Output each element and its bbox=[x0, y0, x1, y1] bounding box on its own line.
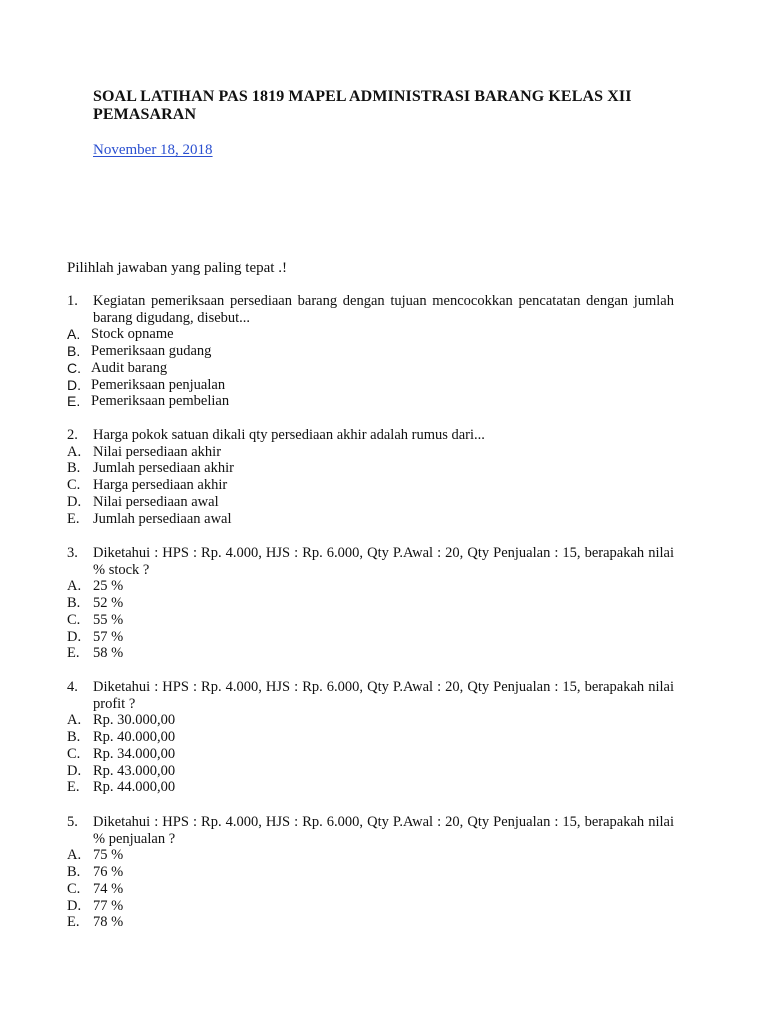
option-e bbox=[67, 393, 674, 410]
option-letter: C. bbox=[67, 359, 81, 376]
option-text: Stock opname bbox=[91, 326, 174, 343]
option-letter: A. bbox=[67, 443, 82, 460]
option-letter: B. bbox=[67, 729, 81, 746]
option-letter: E. bbox=[67, 645, 80, 662]
option-letter: C. bbox=[67, 611, 81, 628]
option-text: Pemeriksaan penjualan bbox=[91, 376, 226, 393]
option-text: Pemeriksaan pembelian bbox=[91, 393, 230, 410]
option-a bbox=[67, 578, 674, 595]
option-letter: E. bbox=[67, 914, 80, 931]
question-text: Kegiatan pemeriksaan persediaan barang dengan tujuan mencocokkan pencatatan dengan jumlah barang digudang, disebut... bbox=[93, 293, 674, 326]
question-number: 4. bbox=[67, 679, 78, 695]
option-text: Pemeriksaan gudang bbox=[91, 343, 212, 360]
option-text: Rp. 44.000,00 bbox=[93, 779, 176, 796]
question-text: Diketahui : HPS : Rp. 4.000, HJS : Rp. 6.000, Qty P.Awal : 20, Qty Penjualan : 15, berapakah nilai % stock ? bbox=[93, 545, 674, 578]
question-stem bbox=[67, 427, 674, 444]
option-text: Audit barang bbox=[91, 359, 168, 376]
option-b bbox=[67, 729, 674, 746]
option-text: Rp. 43.000,00 bbox=[93, 762, 176, 779]
option-c bbox=[67, 746, 674, 763]
option-text: 74 % bbox=[93, 880, 124, 897]
option-b bbox=[67, 595, 674, 612]
post-date-link[interactable]: November 18, 2018 bbox=[93, 142, 213, 158]
option-e bbox=[67, 511, 674, 528]
option-letter: A. bbox=[67, 847, 82, 864]
option-d bbox=[67, 494, 674, 511]
option-e bbox=[67, 914, 674, 931]
option-letter: C. bbox=[67, 880, 81, 897]
option-letter: A. bbox=[67, 326, 81, 343]
question-4 bbox=[67, 679, 674, 796]
option-text: 25 % bbox=[93, 578, 124, 595]
option-b bbox=[67, 343, 674, 360]
option-letter: E. bbox=[67, 393, 81, 410]
option-text: 52 % bbox=[93, 595, 124, 612]
option-text: 58 % bbox=[93, 645, 124, 662]
question-number: 5. bbox=[67, 814, 78, 830]
option-letter: A. bbox=[67, 712, 82, 729]
option-a bbox=[67, 444, 674, 461]
option-e bbox=[67, 645, 674, 662]
question-3 bbox=[67, 545, 674, 662]
option-text: 77 % bbox=[93, 897, 124, 914]
question-stem bbox=[67, 293, 674, 326]
question-2 bbox=[67, 427, 674, 527]
question-text: Diketahui : HPS : Rp. 4.000, HJS : Rp. 6.000, Qty P.Awal : 20, Qty Penjualan : 15, berapakah nilai % penjualan ? bbox=[93, 814, 674, 847]
option-text: 76 % bbox=[93, 864, 124, 881]
question-1 bbox=[67, 293, 674, 410]
option-a bbox=[67, 712, 674, 729]
question-text: Diketahui : HPS : Rp. 4.000, HJS : Rp. 6.000, Qty P.Awal : 20, Qty Penjualan : 15, berapakah nilai profit ? bbox=[93, 679, 674, 712]
option-letter: A. bbox=[67, 578, 82, 595]
question-number: 2. bbox=[67, 427, 78, 443]
question-5 bbox=[67, 814, 674, 931]
option-letter: D. bbox=[67, 493, 82, 510]
option-text: Rp. 40.000,00 bbox=[93, 729, 176, 746]
question-stem bbox=[67, 814, 674, 847]
question-stem bbox=[67, 545, 674, 578]
option-letter: E. bbox=[67, 779, 80, 796]
question-number: 1. bbox=[67, 293, 78, 309]
option-d bbox=[67, 377, 674, 394]
option-b bbox=[67, 864, 674, 881]
option-a bbox=[67, 847, 674, 864]
option-letter: D. bbox=[67, 762, 82, 779]
option-d bbox=[67, 898, 674, 915]
option-c bbox=[67, 612, 674, 629]
option-d bbox=[67, 629, 674, 646]
option-text: Jumlah persediaan awal bbox=[93, 510, 232, 527]
option-text: 78 % bbox=[93, 914, 124, 931]
option-text: 75 % bbox=[93, 847, 124, 864]
instruction-text: Pilihlah jawaban yang paling tepat .! bbox=[67, 260, 287, 276]
option-letter: B. bbox=[67, 595, 81, 612]
option-letter: B. bbox=[67, 460, 81, 477]
option-c bbox=[67, 360, 674, 377]
option-text: 57 % bbox=[93, 628, 124, 645]
option-c bbox=[67, 881, 674, 898]
option-text: Rp. 34.000,00 bbox=[93, 745, 176, 762]
option-letter: D. bbox=[67, 628, 82, 645]
question-number: 3. bbox=[67, 545, 78, 561]
option-d bbox=[67, 763, 674, 780]
option-text: Nilai persediaan awal bbox=[93, 493, 219, 510]
option-letter: C. bbox=[67, 745, 81, 762]
option-c bbox=[67, 477, 674, 494]
option-text: Rp. 30.000,00 bbox=[93, 712, 176, 729]
question-stem bbox=[67, 679, 674, 712]
option-text: Harga persediaan akhir bbox=[93, 477, 228, 494]
option-text: Nilai persediaan akhir bbox=[93, 443, 222, 460]
option-a bbox=[67, 326, 674, 343]
option-letter: D. bbox=[67, 376, 81, 393]
option-letter: B. bbox=[67, 343, 81, 360]
option-letter: C. bbox=[67, 477, 81, 494]
option-letter: E. bbox=[67, 510, 80, 527]
question-text: Harga pokok satuan dikali qty persediaan akhir adalah rumus dari... bbox=[93, 427, 485, 443]
option-letter: B. bbox=[67, 864, 81, 881]
option-letter: D. bbox=[67, 897, 82, 914]
option-e bbox=[67, 779, 674, 796]
option-text: 55 % bbox=[93, 611, 124, 628]
option-text: Jumlah persediaan akhir bbox=[93, 460, 234, 477]
document-title: SOAL LATIHAN PAS 1819 MAPEL ADMINISTRASI BARANG KELAS XII PEMASARAN bbox=[93, 88, 632, 123]
option-b bbox=[67, 460, 674, 477]
